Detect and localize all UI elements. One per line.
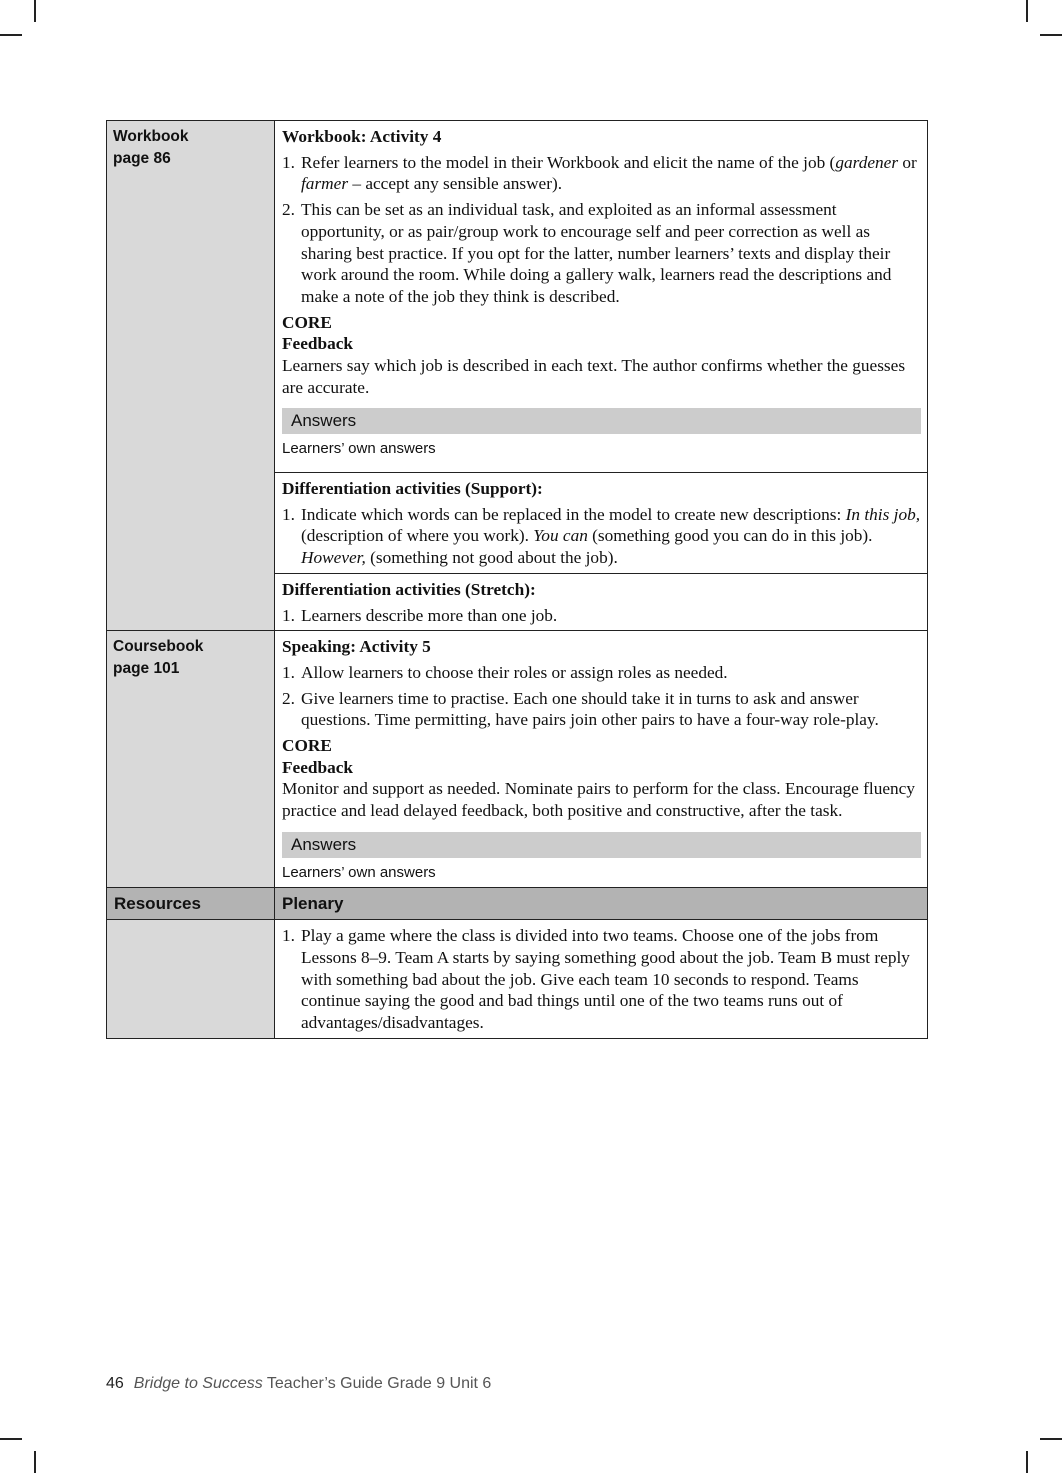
answers-header: Answers — [282, 408, 921, 434]
ref-line: Workbook — [113, 128, 189, 145]
ref-line: Coursebook — [113, 638, 204, 656]
plenary-cell — [275, 920, 928, 1039]
text: However, — [301, 548, 366, 568]
section-title: Speaking: Activity 5 — [282, 637, 431, 657]
core-label: CORE — [282, 312, 332, 332]
coursebook-reference — [107, 631, 275, 888]
item-number: 2. — [282, 200, 295, 220]
page-number: 46 — [106, 1375, 124, 1392]
core-label: CORE — [282, 736, 332, 756]
item-text: Give learners time to practise. Each one should take it in turns to ask and answer questions. Time permitting, have pairs join other pairs to have a four-way role-play. — [301, 688, 879, 730]
item-text: This can be set as an individual task, and exploited as an informal assessment opportunity, or as pair/group work to encourage self and peer correction as well as sharing best practice. If you opt for the latter, number learners’ texts and display their work around the room. While doing a gallery walk, learners read the descriptions and make a note of the job they think is described. — [301, 200, 892, 306]
list-item — [282, 504, 921, 569]
item-number: 1. — [282, 926, 295, 946]
text: – accept any sensible answer). — [348, 174, 563, 194]
list-item — [282, 152, 921, 195]
text: gardener — [835, 152, 899, 172]
section-title: Differentiation activities (Stretch): — [282, 579, 536, 599]
crop-mark — [0, 34, 22, 36]
text: You can — [533, 526, 588, 546]
text: (something not good about the job). — [365, 548, 618, 568]
ref-line: page 86 — [113, 150, 171, 167]
text: Refer learners to the model in their Workbook and elicit the name of the job ( — [301, 152, 836, 172]
text: farmer — [301, 174, 349, 194]
crop-mark — [34, 0, 36, 22]
crop-mark — [1040, 1438, 1062, 1440]
feedback-text: Monitor and support as needed. Nominate pairs to perform for the class. Encourage fluency practice and lead delayed feedback, both positive and constructive, after the task. — [282, 779, 915, 821]
item-text: Allow learners to choose their roles or assign roles as needed. — [301, 662, 728, 682]
workbook-reference — [107, 121, 275, 631]
item-text: Play a game where the class is divided into two teams. Choose one of the jobs from Lessons 8–9. Team A starts by saying something good about the job. Team B must reply with something bad about the job. Give each team 10 seconds to respond. Teams continue saying the good and bad things until one of the two teams runs out of advantages/disadvantages. — [301, 926, 910, 1033]
text: In this job, — [845, 504, 921, 524]
feedback-label: Feedback — [282, 757, 354, 777]
item-number: 1. — [282, 605, 295, 625]
lesson-plan-table — [106, 120, 928, 1039]
crop-mark — [1026, 0, 1028, 22]
support-cell — [275, 473, 928, 574]
book-title: Teacher’s Guide Grade 9 Unit 6 — [262, 1375, 492, 1392]
feedback-text: Learners say which job is described in each text. The author confirms whether the guesses are accurate. — [282, 356, 906, 397]
speaking-cell — [275, 631, 928, 888]
answers-text: Learners’ own answers — [282, 863, 436, 881]
text: (description of where you work). — [301, 526, 534, 546]
speaking-row — [107, 631, 928, 888]
workbook-activity-cell — [275, 121, 928, 473]
text: (something good you can do in this job). — [587, 526, 873, 546]
item-number: 1. — [282, 662, 295, 682]
workbook-row — [107, 121, 928, 473]
plenary-header: Plenary — [275, 888, 928, 920]
stretch-cell — [275, 573, 928, 630]
series-title: Bridge to Success — [133, 1375, 263, 1392]
answers-header: Answers — [282, 832, 921, 858]
crop-mark — [0, 1438, 22, 1440]
answers-text: Learners’ own answers — [282, 440, 436, 458]
item-number: 1. — [282, 504, 295, 524]
list-item — [282, 199, 921, 308]
text: Indicate which words can be replaced in the model to create new descriptions: — [301, 504, 846, 524]
item-number: 2. — [282, 688, 295, 708]
plenary-row — [107, 920, 928, 1039]
list-item — [282, 688, 921, 731]
page-footer — [106, 1375, 491, 1393]
crop-mark — [34, 1451, 36, 1473]
section-title: Workbook: Activity 4 — [282, 127, 442, 146]
resources-header: Resources — [107, 888, 275, 920]
list-item — [282, 925, 921, 1034]
list-item — [282, 605, 921, 627]
ref-line: page 101 — [113, 660, 180, 678]
crop-mark — [1040, 34, 1062, 36]
item-text — [301, 504, 921, 569]
item-number: 1. — [282, 152, 295, 172]
item-text: Learners describe more than one job. — [301, 605, 558, 625]
resources-cell — [107, 920, 275, 1039]
crop-mark — [1026, 1451, 1028, 1473]
item-text — [301, 152, 921, 195]
plenary-header-row — [107, 888, 928, 920]
feedback-label: Feedback — [282, 334, 354, 354]
list-item — [282, 662, 921, 684]
text: or — [898, 152, 917, 172]
section-title: Differentiation activities (Support): — [282, 479, 543, 498]
